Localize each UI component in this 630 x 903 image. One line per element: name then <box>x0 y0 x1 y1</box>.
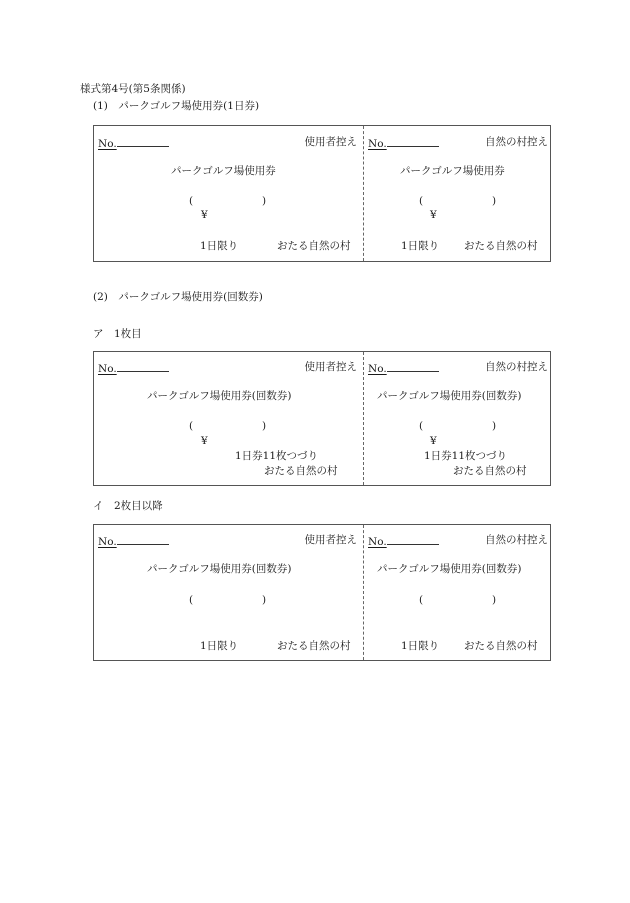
open-paren: ( <box>419 420 424 432</box>
close-paren: ) <box>492 594 497 606</box>
ticket-village-stub <box>364 352 552 485</box>
copy-label: 自然の村控え <box>485 361 548 373</box>
close-paren: ) <box>262 594 267 606</box>
open-paren: ( <box>189 594 194 606</box>
valid-one-day-label: 1日限り <box>200 640 239 652</box>
ticket-user-stub <box>94 352 363 485</box>
issuer-label: おたる自然の村 <box>464 240 538 252</box>
yen-sign: ¥ <box>430 209 437 221</box>
section-1-heading: (1) パークゴルフ場使用券(1日券) <box>93 100 260 112</box>
ticket-number-field: No. <box>368 362 439 375</box>
ticket-number-field: No. <box>98 535 169 548</box>
issuer-label: おたる自然の村 <box>464 640 538 652</box>
copy-label: 使用者控え <box>304 136 357 148</box>
ticket-title: パークゴルフ場使用券 <box>400 165 505 177</box>
ticket-number-field: No. <box>98 362 169 375</box>
open-paren: ( <box>189 420 194 432</box>
ticket-title: パークゴルフ場使用券(回数券) <box>147 563 292 575</box>
issuer-label: おたる自然の村 <box>277 240 351 252</box>
yen-sign: ¥ <box>430 435 437 447</box>
subsection-b-heading: イ 2枚目以降 <box>93 500 163 512</box>
ticket-title: パークゴルフ場使用券(回数券) <box>377 390 522 402</box>
section-2-heading: (2) パークゴルフ場使用券(回数券) <box>93 291 263 303</box>
ticket-village-stub <box>364 126 552 261</box>
booklet-label: 1日券11枚つづり <box>424 450 508 462</box>
subsection-a-heading: ア 1枚目 <box>93 328 142 340</box>
valid-one-day-label: 1日限り <box>401 240 440 252</box>
open-paren: ( <box>419 594 424 606</box>
valid-one-day-label: 1日限り <box>200 240 239 252</box>
close-paren: ) <box>262 195 267 207</box>
coupon-ticket-first-sheet <box>93 351 551 486</box>
one-day-ticket <box>93 125 551 262</box>
open-paren: ( <box>189 195 194 207</box>
ticket-user-stub <box>94 525 363 660</box>
booklet-label: 1日券11枚つづり <box>235 450 319 462</box>
yen-sign: ¥ <box>201 435 208 447</box>
copy-label: 使用者控え <box>304 534 357 546</box>
ticket-title: パークゴルフ場使用券 <box>171 165 276 177</box>
issuer-label: おたる自然の村 <box>453 465 527 477</box>
valid-one-day-label: 1日限り <box>401 640 440 652</box>
close-paren: ) <box>492 195 497 207</box>
issuer-label: おたる自然の村 <box>264 465 338 477</box>
close-paren: ) <box>492 420 497 432</box>
copy-label: 自然の村控え <box>485 534 548 546</box>
issuer-label: おたる自然の村 <box>277 640 351 652</box>
ticket-title: パークゴルフ場使用券(回数券) <box>377 563 522 575</box>
coupon-ticket-subsequent-sheet <box>93 524 551 661</box>
form-title: 様式第4号(第5条関係) <box>80 83 186 95</box>
ticket-title: パークゴルフ場使用券(回数券) <box>147 390 292 402</box>
copy-label: 自然の村控え <box>485 136 548 148</box>
close-paren: ) <box>262 420 267 432</box>
yen-sign: ¥ <box>201 209 208 221</box>
ticket-number-field: No. <box>368 137 439 150</box>
ticket-number-field: No. <box>98 137 169 150</box>
ticket-number-field: No. <box>368 535 439 548</box>
ticket-user-stub <box>94 126 363 261</box>
ticket-village-stub <box>364 525 552 660</box>
copy-label: 使用者控え <box>304 361 357 373</box>
open-paren: ( <box>419 195 424 207</box>
